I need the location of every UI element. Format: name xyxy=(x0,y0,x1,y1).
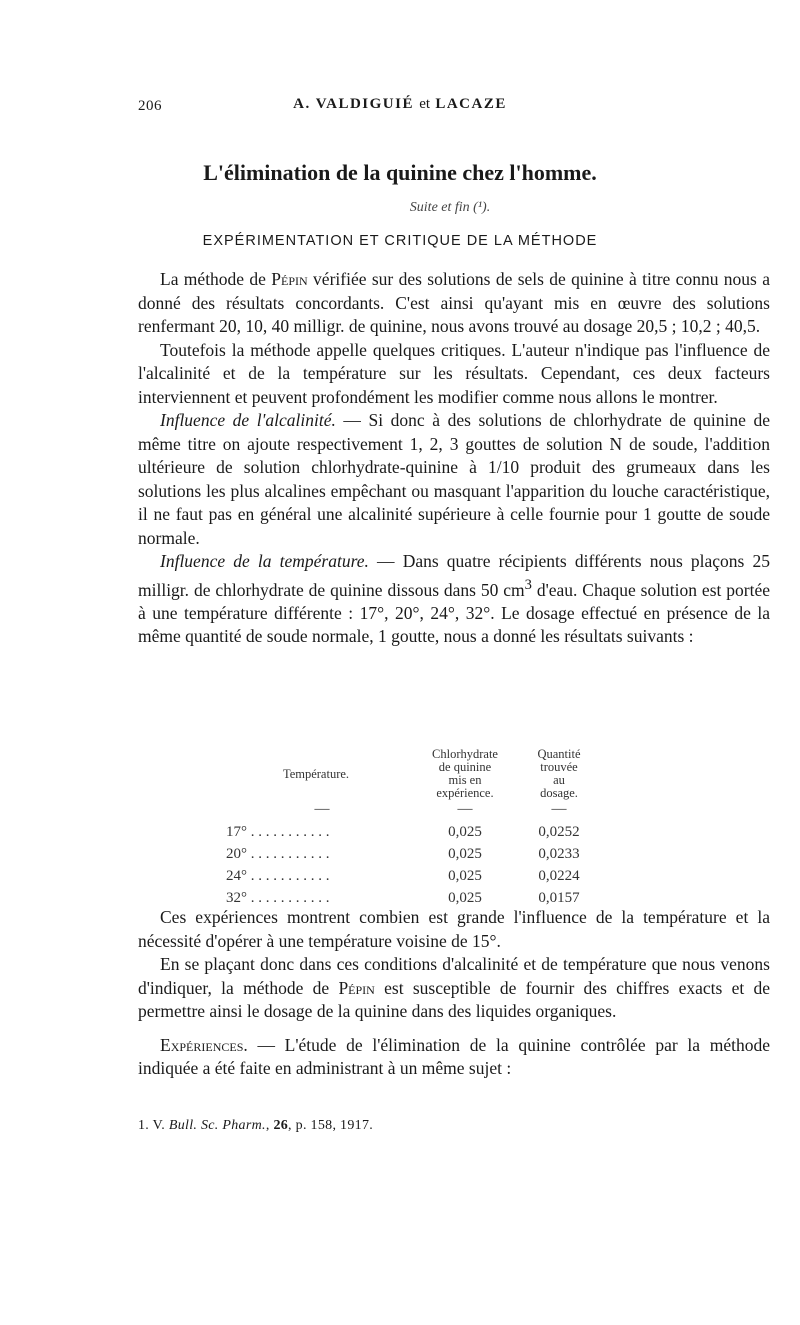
paragraph-alcalinite: Influence de l'alcalinité. — Si donc à des solutions de chlorhydrate de quinine de même titre on ajoute respectivement 1, 2, 3 gouttes de solution N de soude, l'addition ultérieure de solution chlorhydrate-quinine à 1/10 produit des grumeaux dans les solutions les plus alcalines empêchant ou masquant l'apparition du louche caractéristique, il ne faut pas en général une alcalinité supérieure à celle fournie pour 1 goutte de soude normale. xyxy=(138,410,770,548)
author-conjunction: et xyxy=(419,96,431,112)
header-temperature: Température. xyxy=(282,766,350,781)
cell-chlorhydrate: 0,025 xyxy=(448,868,482,884)
paragraph-conditions: En se plaçant donc dans ces conditions d'alcalinité et de température que nous venons d'indiquer, la méthode de Pépin est susceptible de fournir des chiffres exacts et de permettre ainsi le dosage de la quinine dans des liquides organiques. xyxy=(138,954,770,1021)
cell-quantite: 0,0224 xyxy=(538,868,580,884)
cell-chlorhydrate: 0,025 xyxy=(448,824,482,840)
author-first: A. VALDIGUIÉ xyxy=(293,96,414,112)
subheading-temperature: Influence de la température. xyxy=(160,551,369,571)
article-subtitle: Suite et fin (¹). xyxy=(409,200,491,215)
body-text-bottom xyxy=(138,906,770,1081)
footnote-volume: 26 xyxy=(273,1118,289,1133)
paragraph-conclusion: Ces expériences montrent combien est grande l'influence de la température et la nécessité d'opérer à une température voisine de 15°. xyxy=(138,907,770,951)
cell-quantite: 0,0252 xyxy=(538,824,580,840)
running-head xyxy=(0,96,800,113)
table-row xyxy=(226,821,606,843)
subheading-alcalinite: Influence de l'alcalinité. xyxy=(160,410,336,430)
author-second: LACAZE xyxy=(435,96,507,112)
body-text-top xyxy=(138,268,770,649)
paragraph-temperature: Influence de la température. — Dans quatre récipients différents nous plaçons 25 milligr. de chlorhydrate de quinine dissous dans 50 $cm^3$ d'eau. Chaque solution est portée à une température différente : 17°, 20°, 24°, 32°. Le dosage effectué en présence de la même quantité de soude normale, 1 goutte, nous a donné les résultats suivants : xyxy=(138,551,770,647)
table-row xyxy=(226,843,606,865)
table-header-row xyxy=(226,748,606,800)
cell-temperature: 20° . . . . . . . . . . . xyxy=(226,846,330,862)
footnote: 1. V. Bull. Sc. Pharm., 26, p. 158, 1917. xyxy=(138,1118,374,1133)
author-name-pepin: Pépin xyxy=(271,269,308,289)
cell-chlorhydrate: 0,025 xyxy=(448,846,482,862)
cell-quantite: 0,0157 xyxy=(538,890,580,906)
cell-temperature: 32° . . . . . . . . . . . xyxy=(226,890,330,906)
cell-temperature: 17° . . . . . . . . . . . xyxy=(226,824,330,840)
footnote-journal: Bull. Sc. Pharm. xyxy=(168,1118,266,1133)
results-table xyxy=(226,748,606,909)
cell-temperature: 24° . . . . . . . . . . . xyxy=(226,868,330,884)
table-dash-row: — — — xyxy=(314,801,567,817)
header-chlorhydrate: Chlorhydrate de quinine mis en expérience. xyxy=(432,747,498,800)
article-title: L'élimination de la quinine chez l'homme. xyxy=(203,160,597,185)
cell-chlorhydrate: 0,025 xyxy=(448,890,482,906)
author-name-pepin: Pépin xyxy=(338,977,375,998)
cell-quantite: 0,0233 xyxy=(538,846,580,862)
paragraph-critique: Toutefois la méthode appelle quelques critiques. L'auteur n'indique pas l'influence de l'alcalinité et de la température sur les résultats. Cependant, ces deux facteurs interviennent et peuvent profondément les modifier comme nous allons le montrer. xyxy=(138,339,770,407)
header-quantite: Quantité trouvée au dosage. xyxy=(537,747,581,800)
section-heading: EXPÉRIMENTATION ET CRITIQUE DE LA MÉTHODE xyxy=(202,233,598,249)
subheading-experiences: Expériences. xyxy=(160,1034,248,1055)
page-number: 206 xyxy=(138,98,162,114)
paragraph-experiences: Expériences. — L'étude de l'élimination de la quinine contrôlée par la méthode indiquée a été faite en administrant à un même sujet : xyxy=(138,1034,770,1078)
paragraph-method: La méthode de Pépin vérifiée sur des solutions de sels de quinine à titre connu nous a donné des résultats concordants. C'est ainsi qu'ayant mis en œuvre des solutions renfermant 20, 10, 40 milligr. de quinine, nous avons trouvé au dosage 20,5 ; 10,2 ; 40,5. xyxy=(138,269,770,336)
table-row xyxy=(226,865,606,887)
